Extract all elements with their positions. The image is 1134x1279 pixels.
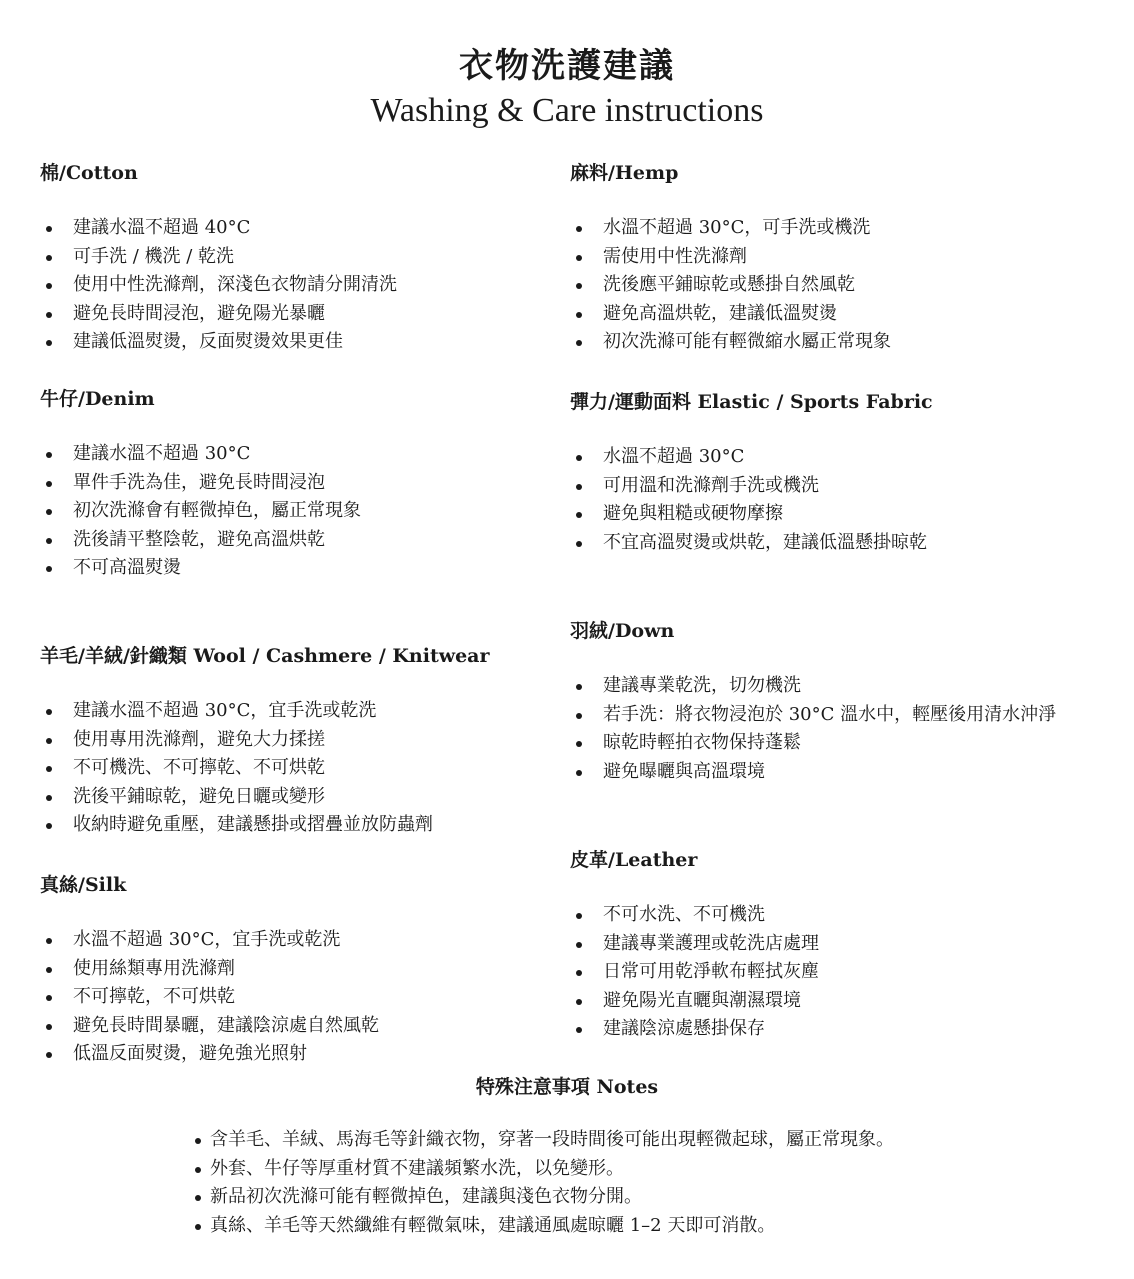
care-item: 水溫不超過 30°C，可手洗或機洗 bbox=[570, 214, 891, 243]
care-list bbox=[570, 901, 819, 1044]
care-item: 建議陰涼處懸掛保存 bbox=[570, 1015, 819, 1044]
care-item: 使用中性洗滌劑，深淺色衣物請分開清洗 bbox=[40, 271, 397, 300]
note-item: 新品初次洗滌可能有輕微掉色，建議與淺色衣物分開。 bbox=[192, 1183, 894, 1212]
care-item: 可手洗 / 機洗 / 乾洗 bbox=[40, 243, 397, 272]
care-item: 避免長時間暴曬，建議陰涼處自然風乾 bbox=[40, 1012, 379, 1041]
care-list bbox=[40, 440, 361, 583]
section-elastic bbox=[570, 389, 933, 557]
care-item: 避免陽光直曬與潮濕環境 bbox=[570, 987, 819, 1016]
notes-list bbox=[192, 1126, 894, 1240]
section-leather bbox=[570, 847, 819, 1044]
care-item: 避免曝曬與高溫環境 bbox=[570, 758, 1056, 787]
care-item: 避免與粗糙或硬物摩擦 bbox=[570, 500, 933, 529]
care-item: 建議專業護理或乾洗店處理 bbox=[570, 930, 819, 959]
section-heading: 棉/Cotton bbox=[40, 162, 138, 184]
care-item: 日常可用乾淨軟布輕拭灰塵 bbox=[570, 958, 819, 987]
section-heading: 羊毛/羊絨/針織類 Wool / Cashmere / Knitwear bbox=[40, 645, 490, 667]
care-item: 建議水溫不超過 40°C bbox=[40, 214, 397, 243]
care-item: 不可擰乾，不可烘乾 bbox=[40, 983, 379, 1012]
section-heading: 牛仔/Denim bbox=[40, 388, 155, 410]
care-item: 避免高溫烘乾，建議低溫熨燙 bbox=[570, 300, 891, 329]
care-list bbox=[570, 443, 933, 557]
section-heading: 麻料/Hemp bbox=[570, 162, 679, 184]
section-silk bbox=[40, 872, 379, 1069]
care-list bbox=[570, 672, 1056, 786]
care-item: 水溫不超過 30°C，宜手洗或乾洗 bbox=[40, 926, 379, 955]
section-denim bbox=[40, 386, 361, 583]
section-heading: 真絲/Silk bbox=[40, 874, 127, 896]
care-item: 建議水溫不超過 30°C，宜手洗或乾洗 bbox=[40, 697, 490, 726]
care-item: 低溫反面熨燙，避免強光照射 bbox=[40, 1040, 379, 1069]
care-item: 單件手洗為佳，避免長時間浸泡 bbox=[40, 469, 361, 498]
notes-heading: 特殊注意事項 Notes bbox=[475, 1076, 659, 1098]
section-down bbox=[570, 618, 1056, 786]
care-item: 洗後請平整陰乾，避免高溫烘乾 bbox=[40, 526, 361, 555]
care-item: 不宜高溫熨燙或烘乾，建議低溫懸掛晾乾 bbox=[570, 529, 933, 558]
page-subtitle: Washing & Care instructions bbox=[370, 92, 764, 129]
care-item: 需使用中性洗滌劑 bbox=[570, 243, 891, 272]
care-item: 不可機洗、不可擰乾、不可烘乾 bbox=[40, 754, 490, 783]
care-item: 可用溫和洗滌劑手洗或機洗 bbox=[570, 472, 933, 501]
care-item: 使用絲類專用洗滌劑 bbox=[40, 955, 379, 984]
care-item: 晾乾時輕拍衣物保持蓬鬆 bbox=[570, 729, 1056, 758]
care-item: 不可高溫熨燙 bbox=[40, 554, 361, 583]
section-heading: 羽絨/Down bbox=[570, 620, 675, 642]
care-item: 收納時避免重壓，建議懸掛或摺疊並放防蟲劑 bbox=[40, 811, 490, 840]
care-item: 若手洗：將衣物浸泡於 30°C 溫水中，輕壓後用清水沖淨 bbox=[570, 701, 1056, 730]
care-item: 水溫不超過 30°C bbox=[570, 443, 933, 472]
care-list bbox=[40, 697, 490, 840]
note-item: 外套、牛仔等厚重材質不建議頻繁水洗，以免變形。 bbox=[192, 1155, 894, 1184]
section-heading: 彈力/運動面料 Elastic / Sports Fabric bbox=[570, 391, 933, 413]
care-list bbox=[570, 214, 891, 357]
care-item: 不可水洗、不可機洗 bbox=[570, 901, 819, 930]
note-item: 真絲、羊毛等天然纖維有輕微氣味，建議通風處晾曬 1–2 天即可消散。 bbox=[192, 1212, 894, 1241]
care-item: 避免長時間浸泡，避免陽光暴曬 bbox=[40, 300, 397, 329]
section-wool bbox=[40, 643, 490, 840]
care-item: 建議水溫不超過 30°C bbox=[40, 440, 361, 469]
care-item: 初次洗滌會有輕微掉色，屬正常現象 bbox=[40, 497, 361, 526]
page-title: 衣物洗護建議 bbox=[459, 46, 675, 86]
care-item: 建議專業乾洗，切勿機洗 bbox=[570, 672, 1056, 701]
section-heading: 皮革/Leather bbox=[570, 849, 698, 871]
care-item: 洗後應平鋪晾乾或懸掛自然風乾 bbox=[570, 271, 891, 300]
care-list bbox=[40, 214, 397, 357]
care-item: 使用專用洗滌劑，避免大力揉搓 bbox=[40, 726, 490, 755]
section-cotton bbox=[40, 160, 397, 357]
care-list bbox=[40, 926, 379, 1069]
care-item: 初次洗滌可能有輕微縮水屬正常現象 bbox=[570, 328, 891, 357]
care-item: 建議低溫熨燙，反面熨燙效果更佳 bbox=[40, 328, 397, 357]
care-item: 洗後平鋪晾乾，避免日曬或變形 bbox=[40, 783, 490, 812]
section-hemp bbox=[570, 160, 891, 357]
note-item: 含羊毛、羊絨、馬海毛等針織衣物，穿著一段時間後可能出現輕微起球，屬正常現象。 bbox=[192, 1126, 894, 1155]
